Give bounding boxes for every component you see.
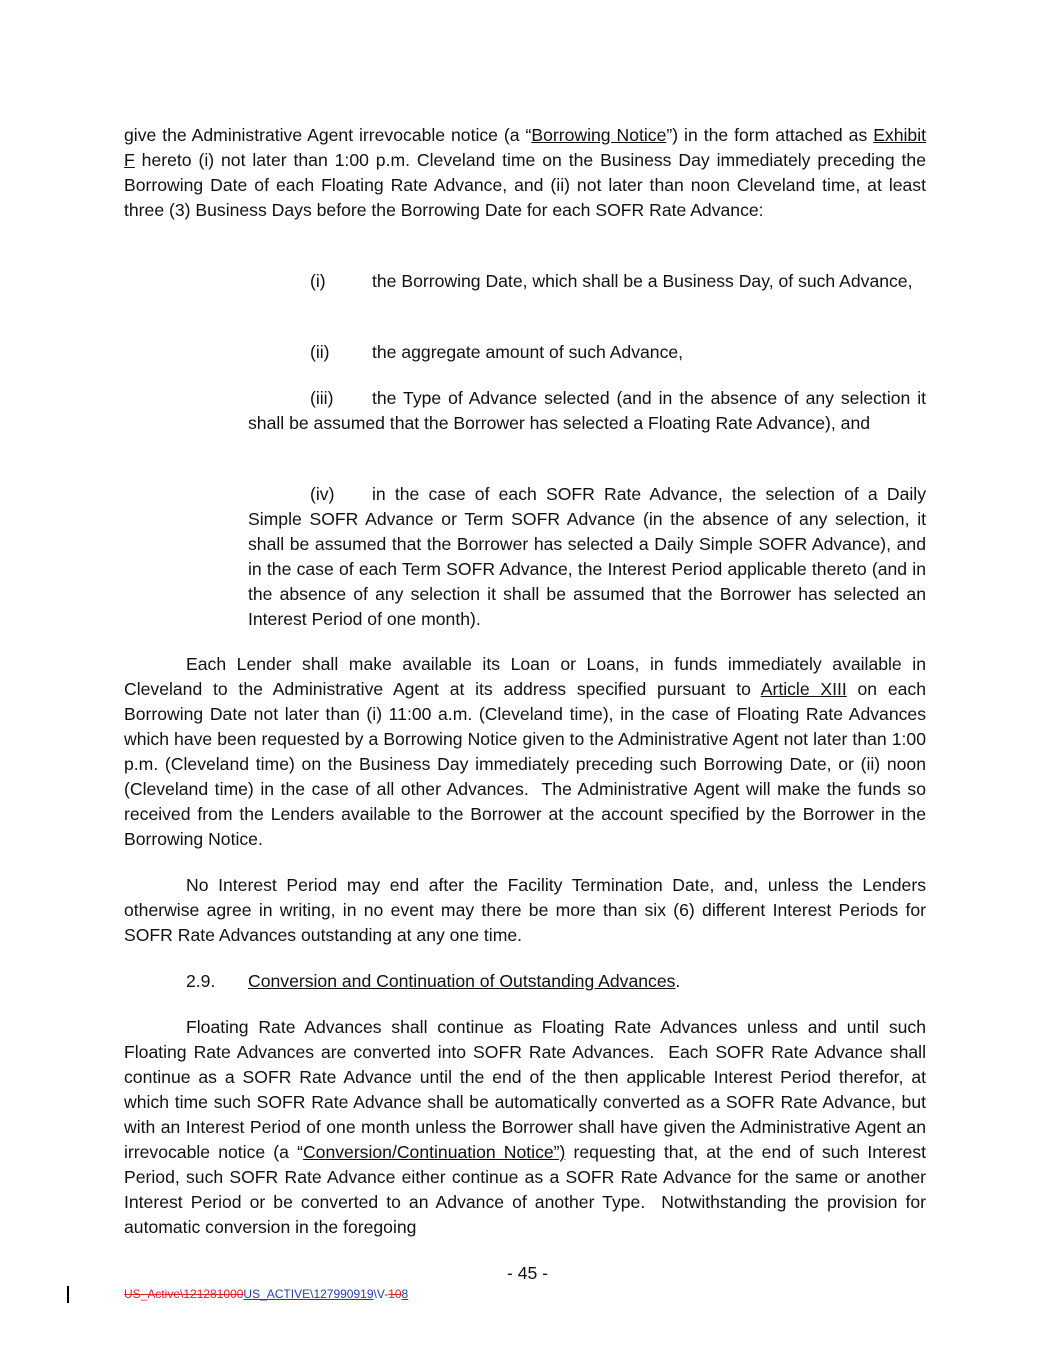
conversion-text-1: Floating Rate Advances shall continue as Floating Rate Advances unless and until such Floating Rate Advances are converted into SOFR Rate Advances. Each SOFR Rate Advance shall continue as a SOFR Rate Advance until the end of the then applicable Interest Period therefor, at which time such SOFR Rate Advance shall be automatically converted as a SOFR Rate Advance, but with an Interest Period of one month unless the Borrower shall have given the Administrative Agent an irrevocable notice (a “	[124, 1017, 926, 1162]
intro-paragraph	[124, 123, 926, 223]
intro-text-3: hereto (i) not later than 1:00 p.m. Cleveland time on the Business Day immediately preceding the Borrowing Date of each Floating Rate Advance, and (ii) not later than noon Cleveland time, at least three (3) Business Days before the Borrowing Date for each SOFR Rate Advance:	[124, 150, 926, 220]
lender-funding-paragraph	[124, 652, 926, 852]
conversion-text-2: requesting that, at the end of such Interest Period, such SOFR Rate Advance either continue as a SOFR Rate Advance for the same or another Interest Period or be converted to an Advance of another Type. Notwithstanding the provision for automatic conversion in the foregoing	[124, 1142, 927, 1237]
exhibit-f-link[interactable]: Exhibit F	[124, 125, 926, 170]
footer-inserted-id: US_ACTIVE\127990919	[243, 1287, 374, 1301]
list-number: (ii)	[310, 342, 330, 362]
footer-version-prefix: \V-	[373, 1287, 389, 1301]
list-number: (i)	[310, 271, 326, 291]
lender-text-1: Each Lender shall make available its Loan or Loans, in funds immediately available in Cleveland to the Administrative Agent at its address specified pursuant to	[124, 654, 926, 699]
list-text: in the case of each SOFR Rate Advance, the selection of a Daily Simple SOFR Advance or Term SOFR Advance (in the absence of any selection, it shall be assumed that the Borrower has selected a Daily Simple SOFR Advance), and in the case of each Term SOFR Advance, the Interest Period applicable thereto (and in the absence of any selection it shall be assumed that the Borrower has selected an Interest Period of one month).	[248, 484, 926, 629]
article-xiii-link[interactable]: Article XIII	[760, 679, 847, 699]
intro-text-1: give the Administrative Agent irrevocable notice (a “	[124, 125, 532, 145]
list-item-iii	[248, 386, 926, 436]
interest-period-paragraph: No Interest Period may end after the Facility Termination Date, and, unless the Lenders otherwise agree in writing, in no event may there be more than six (6) different Interest Periods for SOFR Rate Advances outstanding at any one time.	[124, 875, 926, 945]
list-text: the Borrowing Date, which shall be a Business Day, of such Advance,	[372, 271, 913, 291]
section-period: .	[675, 971, 681, 991]
revision-change-bar	[67, 1286, 69, 1303]
list-item-iv	[248, 482, 926, 632]
intro-text-2: ”) in the form attached as	[666, 125, 874, 145]
conversion-notice-term: Conversion/Continuation Notice”)	[302, 1142, 566, 1162]
document-footer-id	[124, 1286, 408, 1302]
footer-inserted-version: 8	[401, 1287, 409, 1301]
section-title: Conversion and Continuation of Outstanding Advances	[248, 971, 676, 991]
lender-text-2: on each Borrowing Date not later than (i) 11:00 a.m. (Cleveland time), in the case of Floating Rate Advances which have been requested by a Borrowing Notice given to the Administrative Agent not later than 1:00 p.m. (Cleveland time) on the Business Day immediately preceding such Borrowing Date, or (ii) noon (Cleveland time) in the case of all other Advances. The Administrative Agent will make the funds so received from the Lenders available to the Borrower at the account specified by the Borrower in the Borrowing Notice.	[124, 679, 927, 849]
list-item-ii	[248, 340, 926, 365]
borrowing-notice-term: Borrowing Notice	[531, 125, 667, 145]
list-text: the Type of Advance selected (and in the absence of any selection it shall be assumed that the Borrower has selected a Floating Rate Advance), and	[248, 388, 926, 433]
list-number: (iv)	[310, 484, 335, 504]
conversion-paragraph	[124, 1015, 926, 1240]
list-text: the aggregate amount of such Advance,	[372, 342, 684, 362]
list-number: (iii)	[310, 388, 334, 408]
section-heading	[186, 969, 926, 994]
footer-deleted-id: US_Active\121281000	[124, 1287, 244, 1301]
list-item-i	[248, 269, 926, 294]
footer-deleted-version: 10	[388, 1287, 402, 1301]
section-number: 2.9.	[186, 971, 216, 991]
page-number: - 45 -	[506, 1263, 549, 1283]
